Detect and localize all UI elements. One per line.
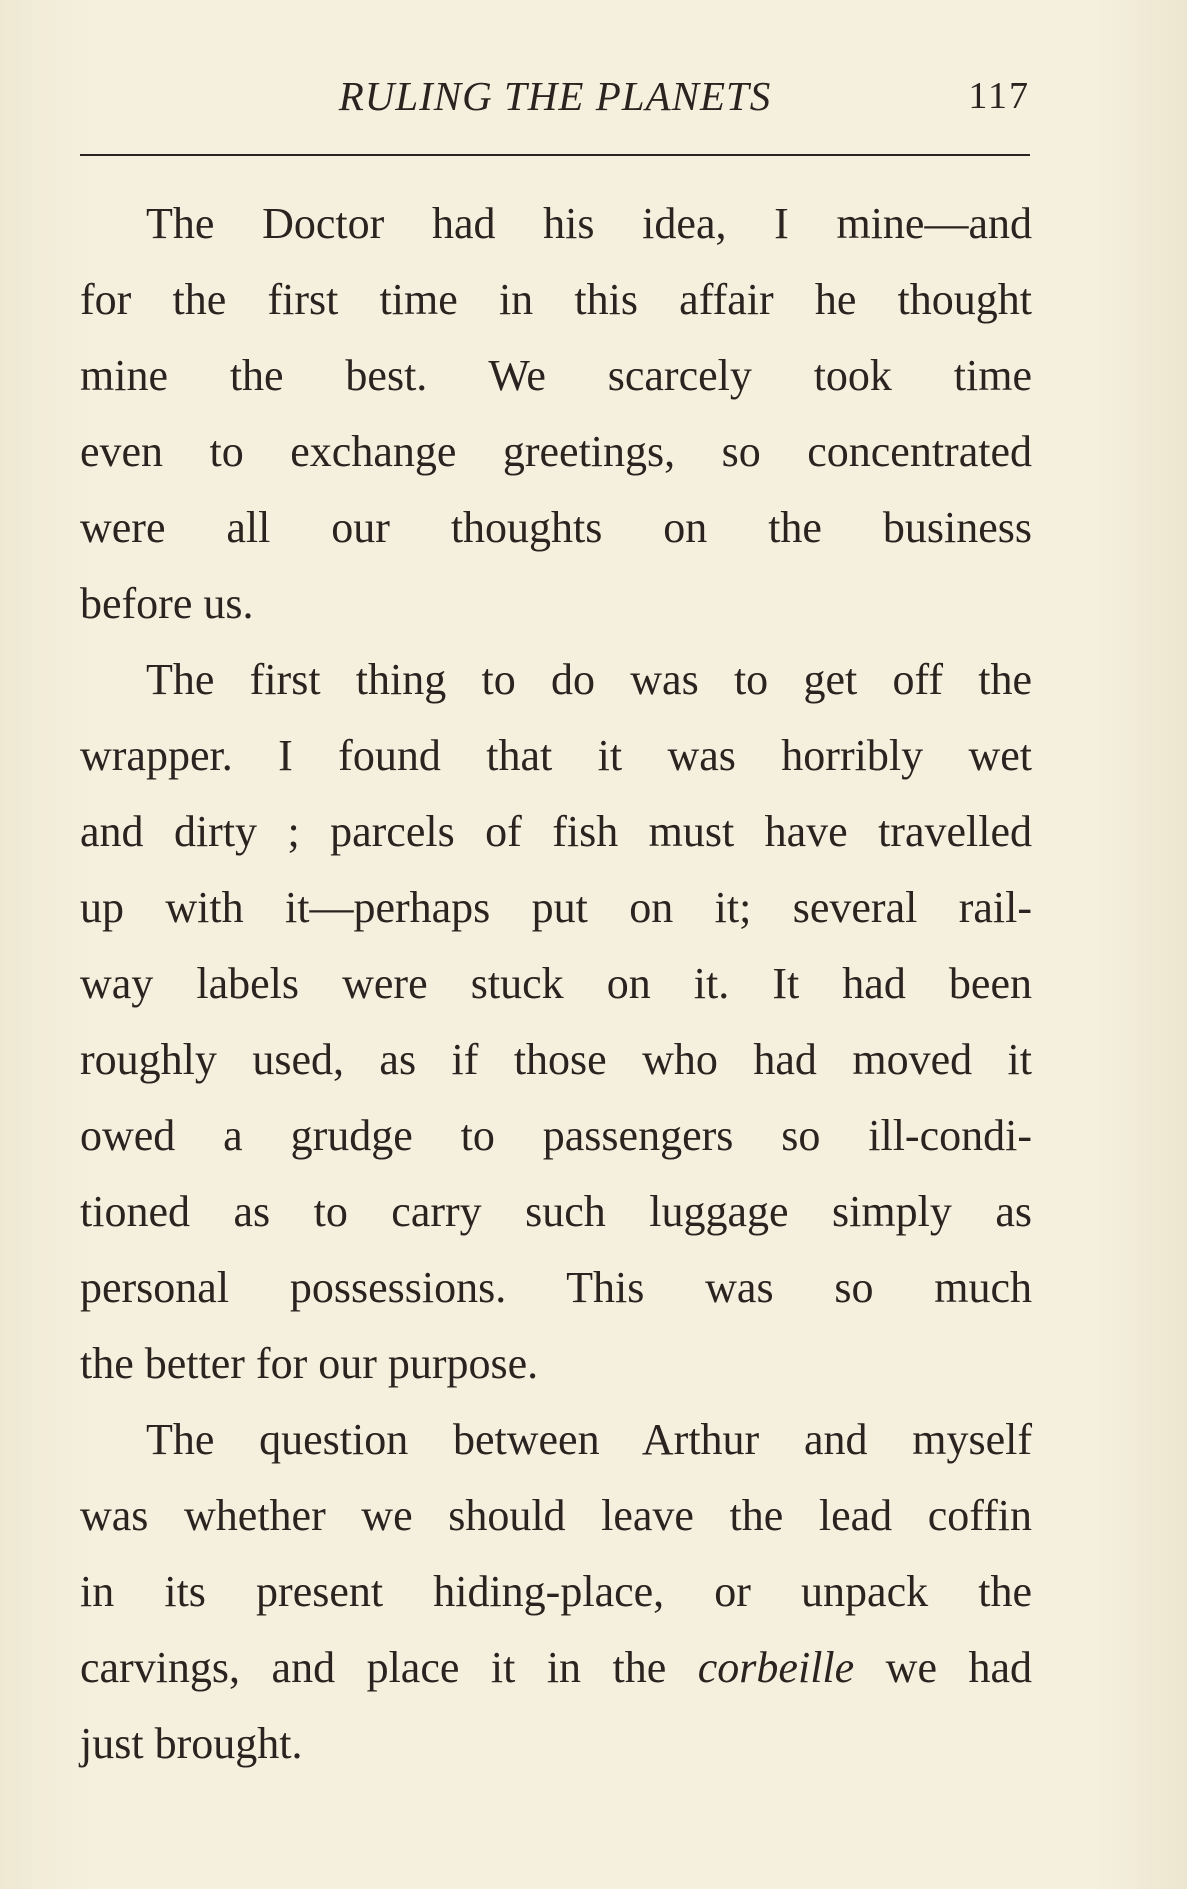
page-number: 117 — [968, 75, 1030, 117]
text-line: owed a grudge to passengers so ill-condi- — [80, 1111, 1032, 1160]
text-line: was whether we should leave the lead coffin — [80, 1491, 1032, 1540]
text-line: The first thing to do was to get off the — [146, 655, 1032, 704]
text-line — [80, 1630, 1032, 1706]
text-line: just brought. — [80, 1719, 303, 1768]
text-line: even to exchange greetings, so concentrated — [80, 427, 1032, 476]
text-line: personal possessions. This was so much — [80, 1263, 1032, 1312]
body-text — [80, 186, 1032, 1782]
text-line: up with it—perhaps put on it; several rail- — [80, 883, 1032, 932]
text-line: The Doctor had his idea, I mine—and — [146, 199, 1032, 248]
text-line: the better for our purpose. — [80, 1339, 539, 1388]
text-line: for the first time in this affair he thought — [80, 275, 1032, 324]
text-line-end: we had — [854, 1643, 1032, 1692]
italic-term: corbeille — [697, 1643, 855, 1692]
text-line: roughly used, as if those who had moved it — [80, 1035, 1032, 1084]
text-line: tioned as to carry such luggage simply as — [80, 1187, 1032, 1236]
running-head: RULING THE PLANETS — [338, 73, 772, 119]
text-line: before us. — [80, 579, 254, 628]
text-line-start: carvings, and place it in the — [80, 1643, 698, 1692]
page-header — [80, 72, 1030, 122]
text-line: way labels were stuck on it. It had been — [80, 959, 1032, 1008]
text-line: were all our thoughts on the business — [80, 503, 1032, 552]
text-line: The question between Arthur and myself — [146, 1415, 1032, 1464]
text-line: and dirty ; parcels of fish must have travelled — [80, 807, 1032, 856]
text-line: in its present hiding-place, or unpack the — [80, 1567, 1032, 1616]
header-rule — [80, 154, 1030, 156]
text-line: mine the best. We scarcely took time — [80, 351, 1032, 400]
text-line: wrapper. I found that it was horribly wet — [80, 731, 1032, 780]
